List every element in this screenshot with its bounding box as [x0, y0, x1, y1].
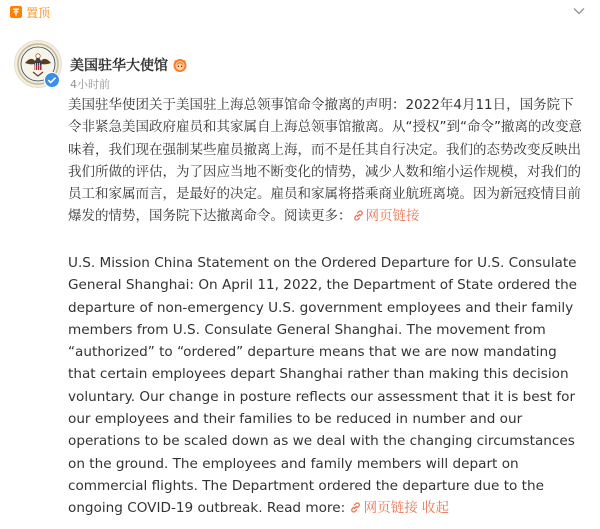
- read-more-label: Read more:: [266, 500, 346, 517]
- web-link-en-label[interactable]: 网页链接: [363, 500, 418, 517]
- link-icon: [352, 209, 365, 222]
- post-time: 4小时前: [70, 78, 110, 91]
- collapse-button[interactable]: 收起: [421, 500, 450, 517]
- verified-icon: [44, 72, 60, 88]
- post-text-en-body: U.S. Mission China Statement on the Ordered Departure for U.S. Consulate General Shanghai: On April 11, 2022, the Department of State ordered the departure of non-emergency U.S. government employees and their family members from U.S. Consulate General Shanghai. The movement from “authorized” to “ordered” departure means that we are now mandating that certain employees depart Shanghai rather than making this decision voluntary. Our change in posture reflects our assessment that it is best for our employees and their families to be reduced in number and our operations to be scaled down as we deal with the changing circumstances on the ground. The employees and family members will depart on commercial flights. The Department ordered the departure due to the ongoing COVID-19 outbreak.: [68, 255, 578, 517]
- pin-icon: [10, 6, 22, 18]
- pinned-indicator: [10, 2, 50, 22]
- link-icon: [349, 501, 362, 514]
- account-name[interactable]: 美国驻华大使馆: [70, 58, 168, 74]
- post-text-en: [68, 252, 588, 520]
- account-name-row[interactable]: [70, 55, 188, 75]
- post-text-zh: [68, 94, 584, 228]
- web-link-zh-label[interactable]: 网页链接: [365, 208, 420, 225]
- post-text-zh-body: 美国驻华使团关于美国驻上海总领事馆命令撤离的声明：2022年4月11日，国务院下令非紧急美国政府雇员和其家属自上海总领事馆撤离。从“授权”到“命令”撤离的改变意味着，我们现在强制某些雇员撤离上海，而不是任其自行决定。我们的态势改变反映出我们所做的评估，为了因应当地不断变化的情势，减少人数和缩小运作规模，对我们的员工和家属而言，是最好的决定。雇员和家属将搭乘商业航班离境。因为新冠疫情目前爆发的情势，国务院下达撤离命令。阅读更多：: [68, 97, 582, 225]
- more-chevron-icon[interactable]: [572, 4, 586, 18]
- fan-badge-icon: [172, 57, 188, 73]
- web-link-zh[interactable]: [352, 208, 420, 224]
- web-link-en[interactable]: [349, 500, 417, 516]
- pin-label: 置顶: [26, 5, 51, 20]
